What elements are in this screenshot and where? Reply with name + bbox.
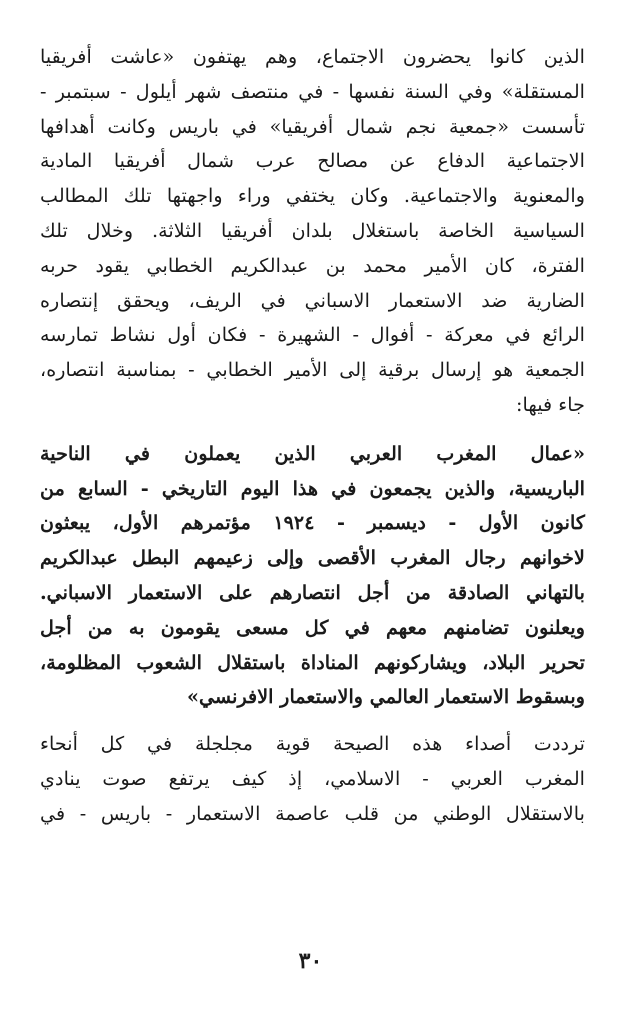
quote-line: لاخوانهم رجال المغرب الأقصى وإلى زعيمهم البطل عبدالكريم [40, 546, 585, 570]
quote-line: تحرير البلاد، ويشاركونهم المناداة باستقلال الشعوب المظلومة، [40, 650, 585, 674]
text-line: الضارية ضد الاستعمار الاسباني في الريف، ويحقق إنتصاره [40, 288, 585, 312]
paragraph-intro [40, 40, 585, 423]
text-line: المستقلة» وفي السنة نفسها - في منتصف شهر أيلول - سبتمبر - [40, 79, 585, 103]
text-line: بالاستقلال الوطني من قلب عاصمة الاستعمار - باريس - في [40, 801, 585, 825]
text-line: الجمعية هو إرسال برقية إلى الأمير الخطابي - بمناسبة انتصاره، [40, 358, 585, 382]
quote-line: كانون الأول - ديسمبر - ١٩٢٤ مؤتمرهم الأول، يبعثون [40, 511, 585, 535]
quoted-telegram [40, 437, 585, 715]
text-line: السياسية الخاصة باستغلال بلدان أفريقيا الثلاثة. وخلال تلك [40, 218, 585, 242]
text-line: ترددت أصداء هذه الصيحة قوية مجلجلة في كل أنحاء [40, 732, 585, 756]
quote-line: «عمال المغرب العربي الذين يعملون في الناحية [40, 441, 585, 465]
text-line: المغرب العربي - الاسلامي، إذ كيف يرتفع صوت ينادي [40, 766, 585, 790]
text-line: الاجتماعية الدفاع عن مصالح عرب شمال أفريقيا المادية [40, 149, 585, 173]
text-line: الفترة، كان الأمير محمد بن عبدالكريم الخطابي يقود حربه [40, 253, 585, 277]
text-line: تأسست «جمعية نجم شمال أفريقيا» في باريس وكانت أهدافها [40, 114, 585, 138]
quote-line: ويعلنون تضامنهم معهم في كل مسعى يقومون به من أجل [40, 615, 585, 639]
page-body [40, 40, 585, 832]
quote-line: وبسقوط الاستعمار العالمي والاستعمار الافرنسي» [187, 685, 585, 709]
text-line: جاء فيها: [516, 392, 585, 416]
text-line: الذين كانوا يحضرون الاجتماع، وهم يهتفون «عاشت أفريقيا [40, 45, 585, 68]
quote-line: بالتهاني الصادقة من أجل انتصارهم على الاستعمار الاسباني. [40, 580, 585, 604]
page-number: ٣٠ [298, 948, 323, 974]
text-line: الرائع في معركة - أفوال - الشهيرة - فكان أول نشاط تمارسه [40, 323, 585, 347]
paragraph-closing [40, 727, 585, 831]
quote-line: الباريسية، والذين يجمعون في هذا اليوم التاريخي - السابع من [40, 476, 585, 500]
text-line: والمعنوية والاجتماعية. وكان يختفي وراء واجهتها تلك المطالب [40, 184, 585, 208]
